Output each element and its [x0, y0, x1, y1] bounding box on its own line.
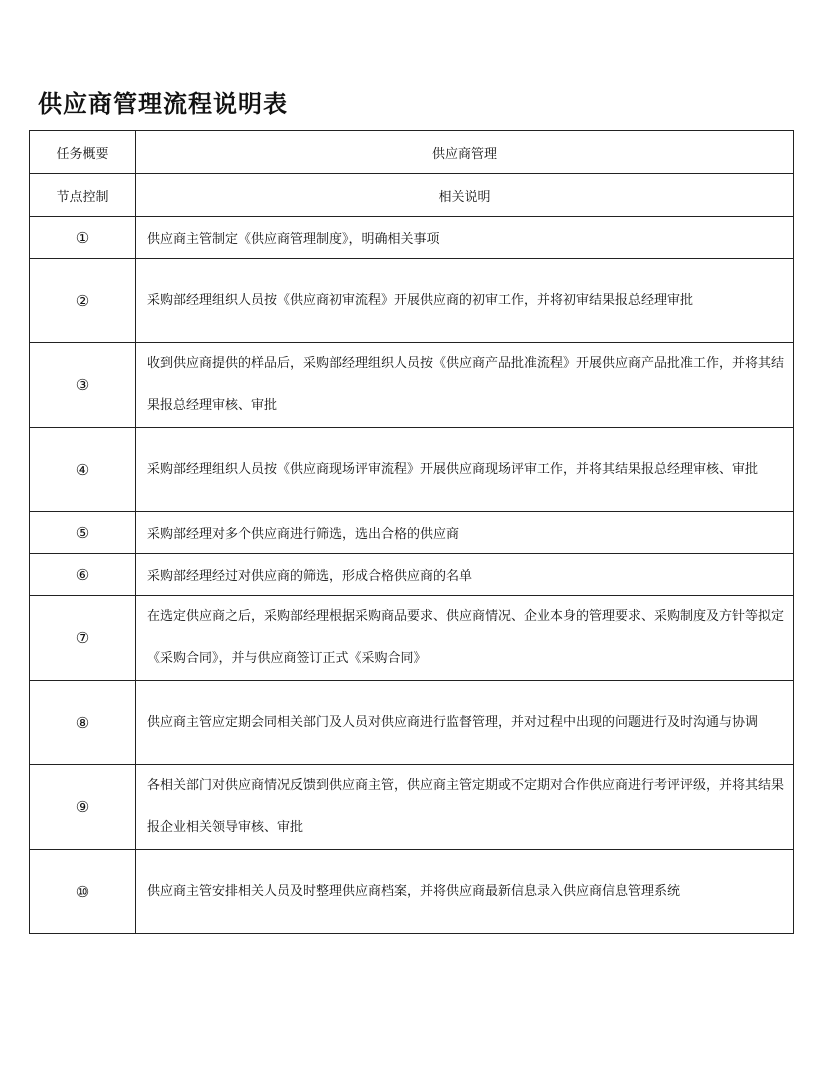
- header-value: 供应商管理: [136, 131, 794, 174]
- table-row: [30, 131, 794, 174]
- table-row: [30, 343, 794, 428]
- header-value: 相关说明: [136, 174, 794, 217]
- step-description: 采购部经理经过对供应商的筛选，形成合格供应商的名单: [136, 554, 794, 596]
- step-number: ⑤: [30, 512, 136, 554]
- step-description: 收到供应商提供的样品后，采购部经理组织人员按《供应商产品批准流程》开展供应商产品批准工作，并将其结果报总经理审核、审批: [136, 343, 794, 428]
- table-row: [30, 765, 794, 850]
- step-description: 采购部经理对多个供应商进行筛选，选出合格的供应商: [136, 512, 794, 554]
- table-row: [30, 596, 794, 681]
- step-description: 供应商主管制定《供应商管理制度》，明确相关事项: [136, 217, 794, 259]
- step-description: 采购部经理组织人员按《供应商现场评审流程》开展供应商现场评审工作，并将其结果报总经理审核、审批: [136, 428, 794, 512]
- table-row: [30, 174, 794, 217]
- step-number: ⑦: [30, 596, 136, 681]
- header-key: 任务概要: [30, 131, 136, 174]
- step-number: ⑧: [30, 681, 136, 765]
- step-description: 各相关部门对供应商情况反馈到供应商主管，供应商主管定期或不定期对合作供应商进行考评评级，并将其结果报企业相关领导审核、审批: [136, 765, 794, 850]
- step-number: ⑥: [30, 554, 136, 596]
- step-number: ④: [30, 428, 136, 512]
- step-number: ②: [30, 259, 136, 343]
- step-description: 在选定供应商之后，采购部经理根据采购商品要求、供应商情况、企业本身的管理要求、采购制度及方针等拟定《采购合同》，并与供应商签订正式《采购合同》: [136, 596, 794, 681]
- step-number: ③: [30, 343, 136, 428]
- table-row: [30, 512, 794, 554]
- table-row: [30, 259, 794, 343]
- table-row: [30, 850, 794, 934]
- step-description: 供应商主管安排相关人员及时整理供应商档案，并将供应商最新信息录入供应商信息管理系统: [136, 850, 794, 934]
- step-description: 供应商主管应定期会同相关部门及人员对供应商进行监督管理，并对过程中出现的问题进行及时沟通与协调: [136, 681, 794, 765]
- table-row: [30, 217, 794, 259]
- step-number: ⑩: [30, 850, 136, 934]
- process-table: [29, 130, 794, 934]
- table-row: [30, 428, 794, 512]
- page-title: 供应商管理流程说明表: [38, 89, 288, 118]
- step-number: ①: [30, 217, 136, 259]
- header-key: 节点控制: [30, 174, 136, 217]
- step-description: 采购部经理组织人员按《供应商初审流程》开展供应商的初审工作，并将初审结果报总经理审批: [136, 259, 794, 343]
- table-row: [30, 554, 794, 596]
- table-row: [30, 681, 794, 765]
- step-number: ⑨: [30, 765, 136, 850]
